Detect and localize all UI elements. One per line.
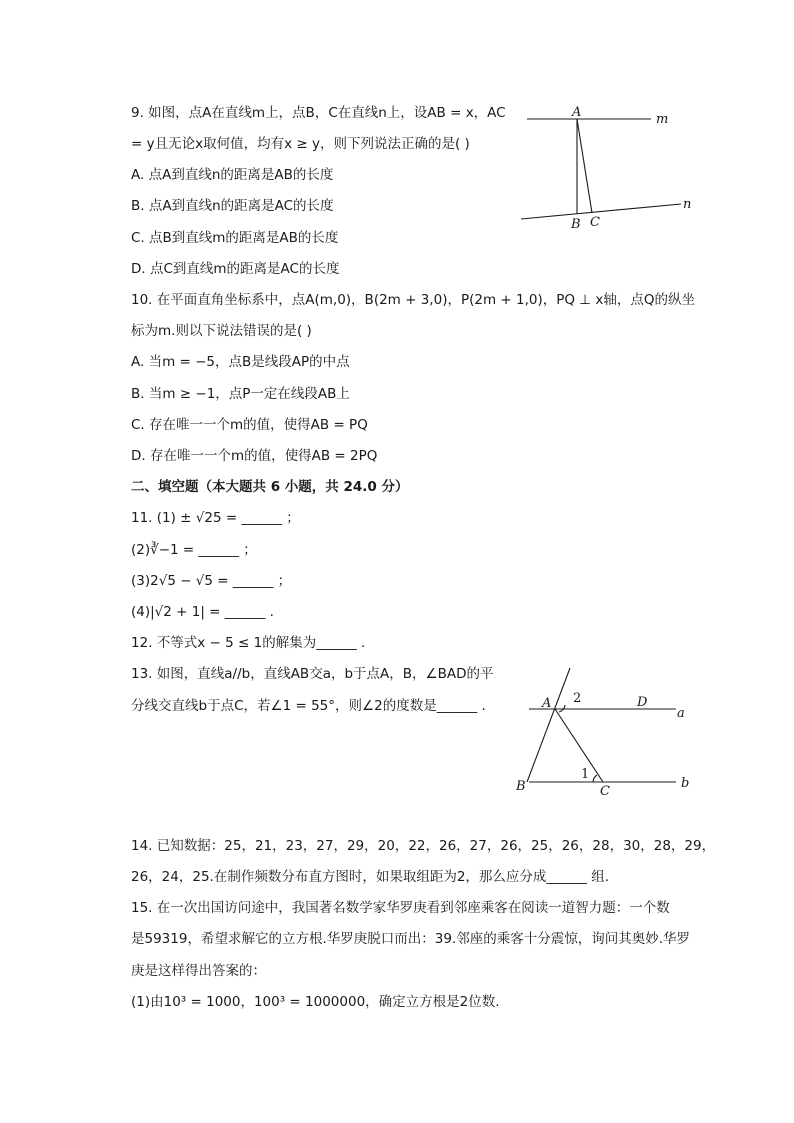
- q13-label-a: A: [542, 696, 552, 711]
- q13-label-d: D: [637, 695, 648, 710]
- q10-option-d: D. 存在唯一一个m的值，使得AB = 2PQ: [131, 448, 378, 464]
- q9-label-a: A: [572, 105, 582, 120]
- q14-stem-line2: 26，24，25.在制作频数分布直方图时，如果取组距为2，那么应分成______ 组.: [131, 869, 609, 885]
- q9-stem-line2: = y且无论x取何值，均有x ≥ y，则下列说法正确的是( ): [131, 136, 470, 152]
- q9-label-n: n: [683, 197, 692, 212]
- q10-option-c: C. 存在唯一一个m的值，使得AB = PQ: [131, 417, 368, 433]
- q11-part-4: (4)|√2 + 1| = ______ .: [131, 604, 274, 620]
- q9-figure: [515, 100, 705, 235]
- q13-label-line-a: a: [677, 706, 685, 721]
- q13-label-c: C: [600, 784, 610, 799]
- q9-option-c: C. 点B到直线m的距离是AB的长度: [131, 230, 339, 246]
- q13-stem-line1: 13. 如图，直线a//b，直线AB交a，b于点A，B，∠BAD的平: [131, 666, 494, 682]
- q11-part-3: (3)2√5 − √5 = ______ ；: [131, 573, 292, 589]
- q15-stem-line2: 是59319，希望求解它的立方根.华罗庚脱口而出：39.邻座的乘客十分震惊，询问其奥妙.华罗: [131, 931, 690, 947]
- q13-label-angle-2: 2: [573, 691, 582, 706]
- q10-stem-line2: 标为m.则以下说法错误的是( ): [131, 323, 312, 339]
- q11-part-1: 11. (1) ± √25 = ______ ；: [131, 510, 300, 526]
- q9-option-a: A. 点A到直线n的距离是AB的长度: [131, 167, 334, 183]
- q9-label-c: C: [590, 215, 600, 230]
- q10-option-a: A. 当m = −5，点B是线段AP的中点: [131, 354, 350, 370]
- q15-stem-line3: 庚是这样得出答案的：: [131, 963, 266, 979]
- q10-stem-line1: 10. 在平面直角坐标系中，点A(m,0)，B(2m + 3,0)，P(2m + 1,0)，PQ ⊥ x轴，点Q的纵坐: [131, 292, 695, 308]
- section-fill-in-heading: 二、填空题（本大题共 6 小题，共 24.0 分）: [131, 479, 409, 495]
- q13-stem-line2: 分线交直线b于点C，若∠1 = 55°，则∠2的度数是______ .: [131, 698, 486, 714]
- q13-label-line-b: b: [681, 776, 690, 791]
- q9-option-d: D. 点C到直线m的距离是AC的长度: [131, 261, 340, 277]
- q15-step-1: (1)由10³ = 1000，100³ = 1000000，确定立方根是2位数.: [131, 994, 500, 1010]
- q13-figure: [510, 662, 700, 802]
- q14-stem-line1: 14. 已知数据：25，21，23，27，29，20，22，26，27，26，25，26，28，30，28，29，: [131, 838, 716, 854]
- q11-part-2: (2)∛−1 = ______ ；: [131, 542, 257, 558]
- q13-label-b: B: [516, 779, 526, 794]
- q13-label-angle-1: 1: [581, 767, 590, 782]
- q10-option-b: B. 当m ≥ −1，点P一定在线段AB上: [131, 386, 350, 402]
- q9-option-b: B. 点A到直线n的距离是AC的长度: [131, 198, 334, 214]
- q12-stem: 12. 不等式x − 5 ≤ 1的解集为______ .: [131, 635, 366, 651]
- q9-label-m: m: [656, 112, 669, 127]
- q9-stem-line1: 9. 如图，点A在直线m上，点B，C在直线n上，设AB = x，AC: [131, 105, 506, 121]
- q15-stem-line1: 15. 在一次出国访问途中，我国著名数学家华罗庚看到邻座乘客在阅读一道智力题：一个数: [131, 900, 670, 916]
- q9-label-b: B: [571, 217, 581, 232]
